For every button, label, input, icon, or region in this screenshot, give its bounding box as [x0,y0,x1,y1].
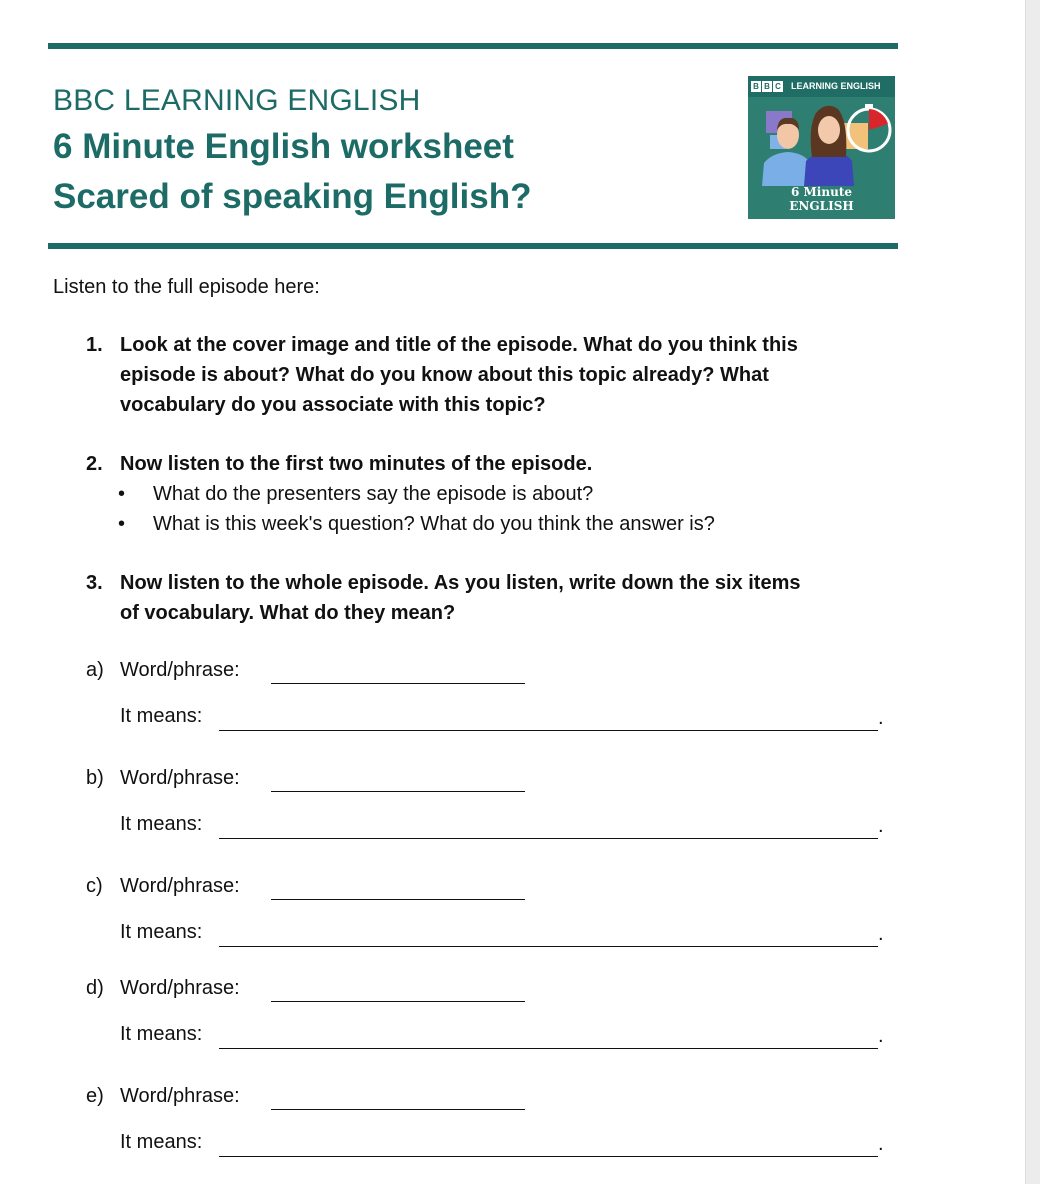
stopwatch-segment [869,109,888,130]
brand-name: BBC LEARNING ENGLISH [53,84,421,117]
it-means-blank[interactable] [219,838,878,839]
question-line: of vocabulary. What do they mean? [120,602,456,624]
bullet-text: What do the presenters say the episode is about? [153,483,594,505]
vocab-entry-e [86,1085,896,1165]
vocab-entry-letter: d) [86,977,104,999]
bullet-text: What is this week's question? What do you think the answer is? [153,513,715,535]
it-means-label: It means: [120,813,203,835]
vocab-entry-letter: c) [86,875,103,897]
it-means-label: It means: [120,1023,203,1045]
question-text [120,330,798,420]
question-line: vocabulary do you associate with this topic? [120,394,546,416]
question-line: Now listen to the whole episode. As you listen, write down the six items [120,572,801,594]
bbc-logo-letter: C [773,81,783,92]
word-phrase-label: Word/phrase: [120,875,240,897]
sentence-period: . [878,815,884,837]
it-means-label: It means: [120,705,203,727]
word-phrase-label: Word/phrase: [120,1085,240,1107]
worksheet-title: 6 Minute English worksheet [53,127,514,166]
word-phrase-label: Word/phrase: [120,977,240,999]
question-number: 1. [86,334,103,356]
word-phrase-label: Word/phrase: [120,767,240,789]
bbc-logo [751,81,783,92]
sentence-period: . [878,923,884,945]
it-means-blank[interactable] [219,1156,878,1157]
it-means-label: It means: [120,921,203,943]
presenters-illustration [748,97,895,186]
episode-cover-image [748,76,895,219]
it-means-blank[interactable] [219,1048,878,1049]
vertical-scrollbar[interactable] [1025,0,1040,1184]
vocab-entry-b [86,767,896,847]
vocab-entry-letter: a) [86,659,104,681]
word-phrase-blank[interactable] [271,1001,525,1002]
vocab-entry-letter: e) [86,1085,104,1107]
episode-title: Scared of speaking English? [53,177,532,216]
cover-label-line2: ENGLISH [789,199,854,213]
sentence-period: . [878,1025,884,1047]
vocab-entry-letter: b) [86,767,104,789]
bullet-icon: • [118,483,126,505]
header-top-rule [48,43,898,49]
female-presenter-face [818,116,840,144]
it-means-blank[interactable] [219,946,878,947]
question-number: 2. [86,453,103,475]
sentence-period: . [878,1133,884,1155]
question-1 [86,330,906,420]
question-line: Now listen to the first two minutes of the episode. [120,453,593,475]
it-means-label: It means: [120,1131,203,1153]
cover-label-line1: 6 Minute [791,185,852,199]
question-line: Look at the cover image and title of the episode. What do you think this [120,334,798,356]
word-phrase-blank[interactable] [271,683,525,684]
header-bottom-rule [48,243,898,249]
vocab-entry-c [86,875,896,955]
bullet-icon: • [118,513,126,535]
question-text [120,449,592,479]
word-phrase-label: Word/phrase: [120,659,240,681]
bbc-logo-letter: B [762,81,772,92]
listen-intro: Listen to the full episode here: [53,276,320,298]
vocab-entry-a [86,659,896,739]
vocab-entry-d [86,977,896,1057]
it-means-blank[interactable] [219,730,878,731]
word-phrase-blank[interactable] [271,791,525,792]
word-phrase-blank[interactable] [271,1109,525,1110]
question-text [120,568,800,628]
word-phrase-blank[interactable] [271,899,525,900]
sentence-period: . [878,707,884,729]
bbc-logo-letter: B [751,81,761,92]
cover-brand-text: LEARNING ENGLISH [791,81,881,91]
stopwatch-button [865,104,873,109]
question-line: episode is about? What do you know about this topic already? What [120,364,769,386]
question-3 [86,568,906,628]
question-number: 3. [86,572,103,594]
